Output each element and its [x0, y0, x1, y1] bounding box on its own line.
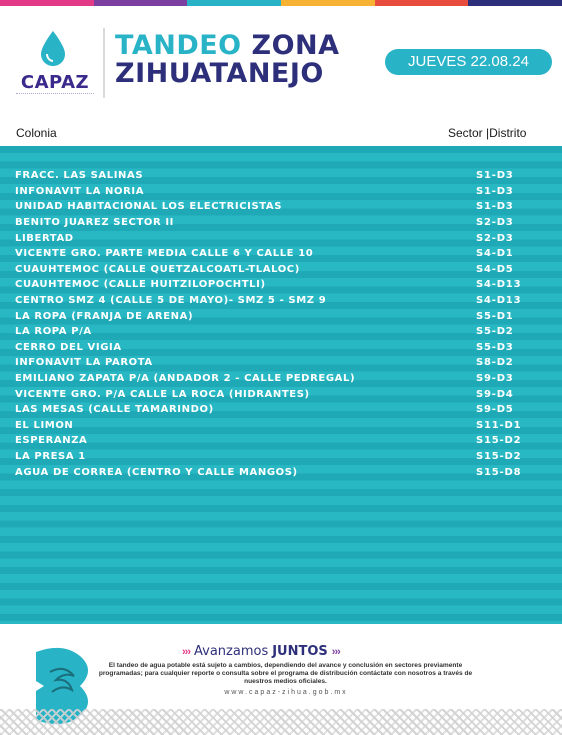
colonia-name: ESPERANZA: [15, 435, 88, 447]
colonia-name: VICENTE GRO. PARTE MEDIA CALLE 6 Y CALLE 10: [15, 248, 314, 260]
sector-district: S8-D2: [476, 357, 514, 369]
sector-district: S5-D2: [476, 326, 514, 338]
colonia-name: VICENTE GRO. P/A CALLE LA ROCA (HIDRANTES): [15, 388, 310, 400]
sector-district: S2-D3: [476, 232, 514, 244]
colonia-name: LA PRESA 1: [15, 450, 86, 462]
slogan: [182, 644, 422, 659]
sector-district: S4-D1: [476, 248, 514, 260]
water-drop-icon: [38, 30, 68, 68]
logo-subtitle-line: [16, 93, 94, 96]
colonia-name: FRACC. LAS SALINAS: [15, 170, 144, 182]
disclaimer-text: El tandeo de agua potable está sujeto a cambios, dependiendo del avance y conclusión en sectores previamente programadas; para cualquier reporte o consulta sobre el programa de distribución contáctate con nosotros a través de nuestros medios oficiales.: [98, 662, 473, 685]
logo-text: CAPAZ: [20, 72, 90, 93]
colonia-name: LA ROPA P/A: [15, 326, 92, 338]
page-title: [115, 32, 340, 88]
sector-district: S4-D13: [476, 279, 522, 291]
colonia-name: LIBERTAD: [15, 232, 74, 244]
slogan-word-avanzamos: Avanzamos: [194, 644, 269, 659]
stripe-segment: [187, 0, 281, 6]
sector-district: S4-D5: [476, 263, 514, 275]
stripe-segment: [0, 0, 94, 6]
sector-district: S11-D1: [476, 419, 522, 431]
table-row: [0, 371, 562, 387]
title-zihuatanejo: ZIHUATANEJO: [115, 58, 324, 89]
table-row: [0, 386, 562, 402]
colonia-name: INFONAVIT LA NORIA: [15, 185, 145, 197]
colonia-name: INFONAVIT LA PAROTA: [15, 357, 153, 369]
table-row: [0, 246, 562, 262]
colonia-name: UNIDAD HABITACIONAL LOS ELECTRICISTAS: [15, 201, 283, 213]
table-row: [0, 449, 562, 465]
title-word-tandeo: TANDEO: [115, 30, 242, 61]
table-row: [0, 199, 562, 215]
sector-district: S15-D2: [476, 450, 522, 462]
header-divider: [103, 28, 105, 98]
table-row: [0, 355, 562, 371]
table-row: [0, 277, 562, 293]
capaz-logo: [16, 30, 94, 100]
colonia-name: LA ROPA (FRANJA DE ARENA): [15, 310, 194, 322]
slogan-word-juntos: JUNTOS: [272, 644, 328, 659]
colonia-name: CERRO DEL VIGIA: [15, 341, 122, 353]
footer: [0, 624, 562, 735]
sector-district: S2-D3: [476, 217, 514, 229]
sector-district: S5-D1: [476, 310, 514, 322]
table-row: [0, 293, 562, 309]
website-link[interactable]: www.capaz-zihua.gob.mx: [224, 689, 348, 696]
table-row: [0, 324, 562, 340]
table-row: [0, 230, 562, 246]
slogan-arrows-right: ›››: [331, 645, 340, 658]
table-row: [0, 308, 562, 324]
colonia-name: EL LIMON: [15, 419, 74, 431]
stripe-segment: [468, 0, 562, 6]
table-row: [0, 262, 562, 278]
date-badge: JUEVES 22.08.24: [385, 49, 552, 75]
table-row: [0, 402, 562, 418]
table-row: [0, 464, 562, 480]
stripe-segment: [375, 0, 469, 6]
sector-district: S15-D2: [476, 435, 522, 447]
footer-pattern: [0, 709, 562, 735]
table-rows: [0, 168, 562, 480]
table-row: [0, 168, 562, 184]
table-row: [0, 418, 562, 434]
sector-district: S9-D5: [476, 404, 514, 416]
sector-district: S1-D3: [476, 201, 514, 213]
column-header-sector: Sector |Distrito: [448, 126, 527, 140]
stripe-segment: [281, 0, 375, 6]
colonia-name: BENITO JUAREZ SECTOR II: [15, 217, 174, 229]
colonia-name: EMILIANO ZAPATA P/A (ANDADOR 2 - CALLE PEDREGAL): [15, 373, 356, 385]
sector-district: S9-D4: [476, 388, 514, 400]
table-row: [0, 184, 562, 200]
schedule-table: [0, 146, 562, 624]
colonia-name: CUAUHTEMOC (CALLE HUITZILOPOCHTLI): [15, 279, 266, 291]
sector-district: S15-D8: [476, 466, 522, 478]
column-header-colonia: Colonia: [16, 126, 57, 140]
table-row: [0, 340, 562, 356]
sector-district: S1-D3: [476, 170, 514, 182]
sector-district: S9-D3: [476, 373, 514, 385]
title-word-zona: ZONA: [251, 30, 340, 61]
sector-district: S5-D3: [476, 341, 514, 353]
colonia-name: CENTRO SMZ 4 (CALLE 5 DE MAYO)- SMZ 5 - SMZ 9: [15, 295, 327, 307]
slogan-arrows-left: ›››: [182, 645, 190, 658]
stripe-segment: [94, 0, 188, 6]
colonia-name: AGUA DE CORREA (CENTRO Y CALLE MANGOS): [15, 466, 298, 478]
table-row: [0, 215, 562, 231]
table-row: [0, 433, 562, 449]
colonia-name: LAS MESAS (CALLE TAMARINDO): [15, 404, 214, 416]
sector-district: S4-D13: [476, 295, 522, 307]
top-color-stripe: [0, 0, 562, 6]
colonia-name: CUAUHTEMOC (CALLE QUETZALCOATL-TLALOC): [15, 263, 300, 275]
sector-district: S1-D3: [476, 185, 514, 197]
